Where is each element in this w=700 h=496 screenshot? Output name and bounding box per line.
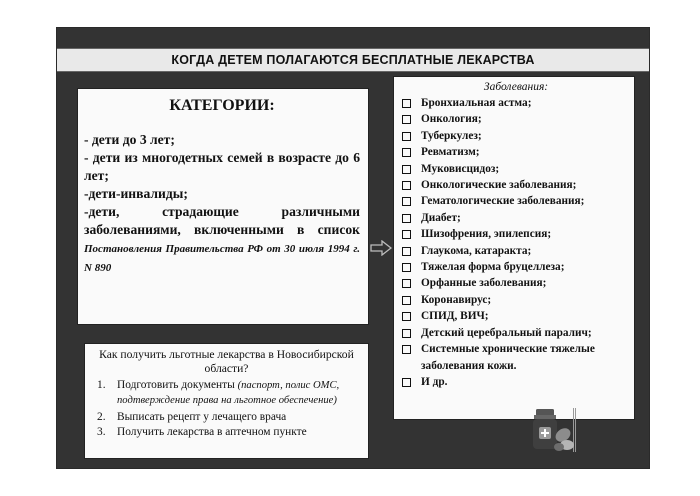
disease-label: Онкология; [421,113,482,126]
checkbox-icon [402,181,411,190]
disease-item [402,128,630,144]
diseases-heading: Заболевания: [483,81,549,93]
disease-label: Системные хронические тяжелые заболевания кожи. [421,343,595,372]
disease-item [402,144,630,160]
categories-heading: КАТЕГОРИИ: [169,97,275,114]
checkbox-icon [402,296,411,305]
step-note: (паспорт, полис ОМС, подтверждение права на льготное обеспечение) [117,380,340,407]
disease-item [402,374,630,390]
disease-item [402,308,630,324]
category-item: - дети до 3 лет; [84,132,175,147]
checkbox-icon [402,279,411,288]
disease-label: Детский церебральный паралич; [421,326,592,339]
step-text: Получить лекарства в аптечном пункте [117,426,307,439]
checkbox-icon [402,115,411,124]
category-item: -дети-инвалиды; [84,186,188,201]
checkbox-icon [402,214,411,223]
how-to-title: Как получить льготные лекарства в Новосибирской области? [99,348,354,375]
disease-label: Тяжелая форма бруцеллеза; [421,261,565,274]
checkbox-icon [402,247,411,256]
disease-label: Коронавирус; [421,293,492,306]
disease-label: Шизофрения, эпилепсия; [421,228,552,241]
disease-label: Туберкулез; [421,129,482,142]
step-number: 3. [97,426,106,439]
disease-label: Бронхиальная астма; [421,97,532,109]
checkbox-icon [402,378,411,387]
category-item-with-citation [84,203,360,277]
disease-label: И др. [421,375,448,388]
checkbox-icon [402,132,411,141]
disease-item [402,111,630,127]
disease-item [402,292,630,308]
step-text: Выписать рецепт у лечащего врача [117,410,287,423]
how-to-step [91,410,362,424]
how-to-panel [84,343,369,459]
checkbox-icon [402,148,411,157]
disease-item [402,177,630,193]
disease-label: Орфанные заболевания; [421,277,547,290]
step-text: Подготовить документы [117,379,235,391]
checkbox-icon [402,165,411,174]
disease-label: Диабет; [421,211,461,224]
medicine-bottle-pills-icon [525,405,585,453]
slide [56,27,650,469]
diseases-list [402,95,630,390]
arrow-right-outline-icon [370,240,392,256]
disease-label: Ревматизм; [421,146,480,159]
diseases-panel [393,76,635,420]
checkbox-icon [402,263,411,272]
disease-item [402,275,630,291]
step-number: 1. [97,379,106,391]
checkbox-icon [402,230,411,239]
disease-item [402,259,630,275]
citation: Постановления Правительства РФ от 30 июля 1994 г. N 890 [84,243,360,274]
categories-panel [77,88,369,325]
disease-item [402,226,630,242]
checkbox-icon [402,99,411,108]
checkbox-icon [402,312,411,321]
checkbox-icon [402,345,411,354]
checkbox-icon [402,329,411,338]
disease-label: Глаукома, катаракта; [421,244,532,257]
how-to-steps [91,378,362,440]
disease-item [402,193,630,209]
disease-item [402,325,630,341]
how-to-step [91,378,362,409]
disease-label: Муковисцидоз; [421,162,500,175]
how-to-step [91,425,362,439]
slide-title: КОГДА ДЕТЕМ ПОЛАГАЮТСЯ БЕСПЛАТНЫЕ ЛЕКАРСТВА [57,48,649,72]
disease-item [402,243,630,259]
checkbox-icon [402,197,411,206]
disease-item [402,95,630,111]
disease-label: СПИД, ВИЧ; [421,310,489,323]
disease-label: Онкологические заболевания; [421,179,577,192]
disease-item [402,210,630,226]
category-item-text: -дети, страдающие различными заболеваниями, включенными в список [84,204,360,237]
step-text-group [117,378,362,409]
category-item: - дети из многодетных семей в возрасте до 6 лет; [84,150,360,183]
disease-item [402,341,630,374]
disease-item [402,161,630,177]
step-number: 2. [97,410,106,423]
disease-label: Гематологические заболевания; [421,195,585,208]
